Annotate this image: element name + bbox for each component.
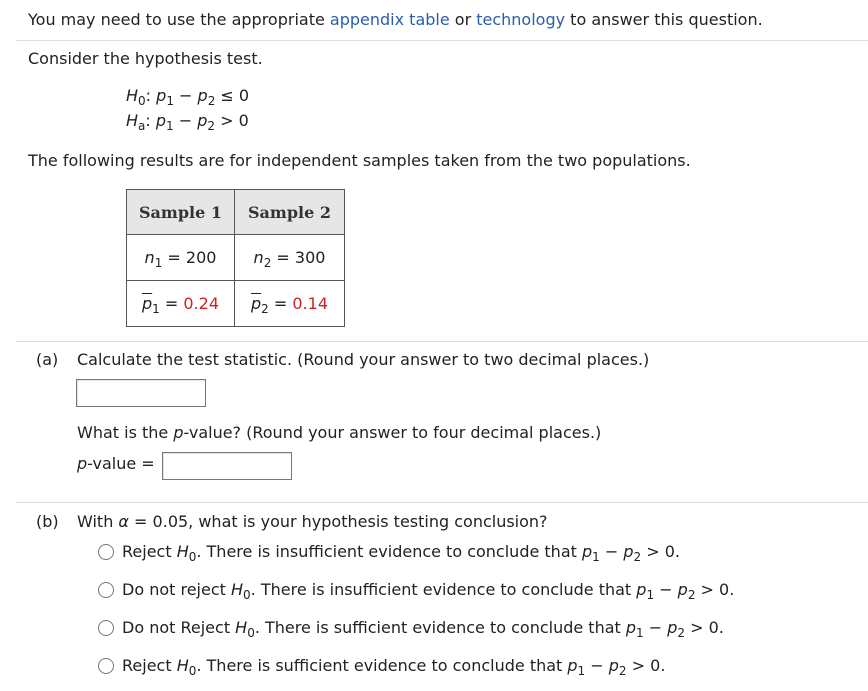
alternative-hypothesis: $H_a$: $p_1 - p_2 > 0$ (126, 111, 249, 133)
results-text: The following results are for independent samples taken from the two populations. (28, 151, 691, 170)
intro-text: You may need to use the appropriate appendix table or technology to answer this question. (28, 10, 763, 29)
consider-text: Consider the hypothesis test. (28, 49, 263, 68)
table-row (127, 235, 345, 281)
test-statistic-input[interactable] (76, 379, 206, 407)
cell-p1: $\overline{p}_1 = 0.24$ (127, 281, 235, 327)
option-2-radio[interactable] (98, 582, 114, 598)
cell-p2: $\overline{p}_2 = 0.14$ (235, 281, 345, 327)
cell-n1: $n_1 = 200$ (127, 235, 235, 281)
option-1-label[interactable]: Reject $H_0$. There is insufficient evidence to conclude that $p_1 - p_2 > 0$. (122, 542, 680, 564)
pvalue-input[interactable] (162, 452, 292, 480)
header-sample-2: Sample 2 (235, 190, 345, 235)
technology-link[interactable]: technology (476, 10, 566, 29)
divider (16, 502, 868, 503)
option-3-radio[interactable] (98, 620, 114, 636)
table-row (127, 281, 345, 327)
pvalue-label: p-value = (77, 454, 155, 473)
sample-table (126, 189, 345, 327)
option-2-label[interactable]: Do not reject $H_0$. There is insufficient evidence to conclude that $p_1 - p_2 > 0$. (122, 580, 735, 602)
appendix-table-link[interactable]: appendix table (329, 10, 450, 29)
divider (16, 40, 868, 41)
part-b-prompt: With α = 0.05, what is your hypothesis testing conclusion? (77, 512, 548, 531)
null-hypothesis: $H_0$: $p_1 - p_2 \le 0$ (126, 86, 250, 108)
divider (16, 341, 868, 342)
part-a-prompt: Calculate the test statistic. (Round your answer to two decimal places.) (77, 350, 650, 369)
cell-n2: $n_2 = 300$ (235, 235, 345, 281)
pvalue-question: What is the p-value? (Round your answer to four decimal places.) (77, 423, 602, 442)
header-sample-1: Sample 1 (127, 190, 235, 235)
option-4-radio[interactable] (98, 658, 114, 674)
table-header-row (127, 190, 345, 235)
part-a-label: (a) (36, 350, 59, 369)
option-1-radio[interactable] (98, 544, 114, 560)
option-3-label[interactable]: Do not Reject $H_0$. There is sufficient evidence to conclude that $p_1 - p_2 > 0$. (122, 618, 724, 640)
option-4-label[interactable]: Reject $H_0$. There is sufficient evidence to conclude that $p_1 - p_2 > 0$. (122, 656, 666, 678)
part-b-label: (b) (36, 512, 59, 531)
